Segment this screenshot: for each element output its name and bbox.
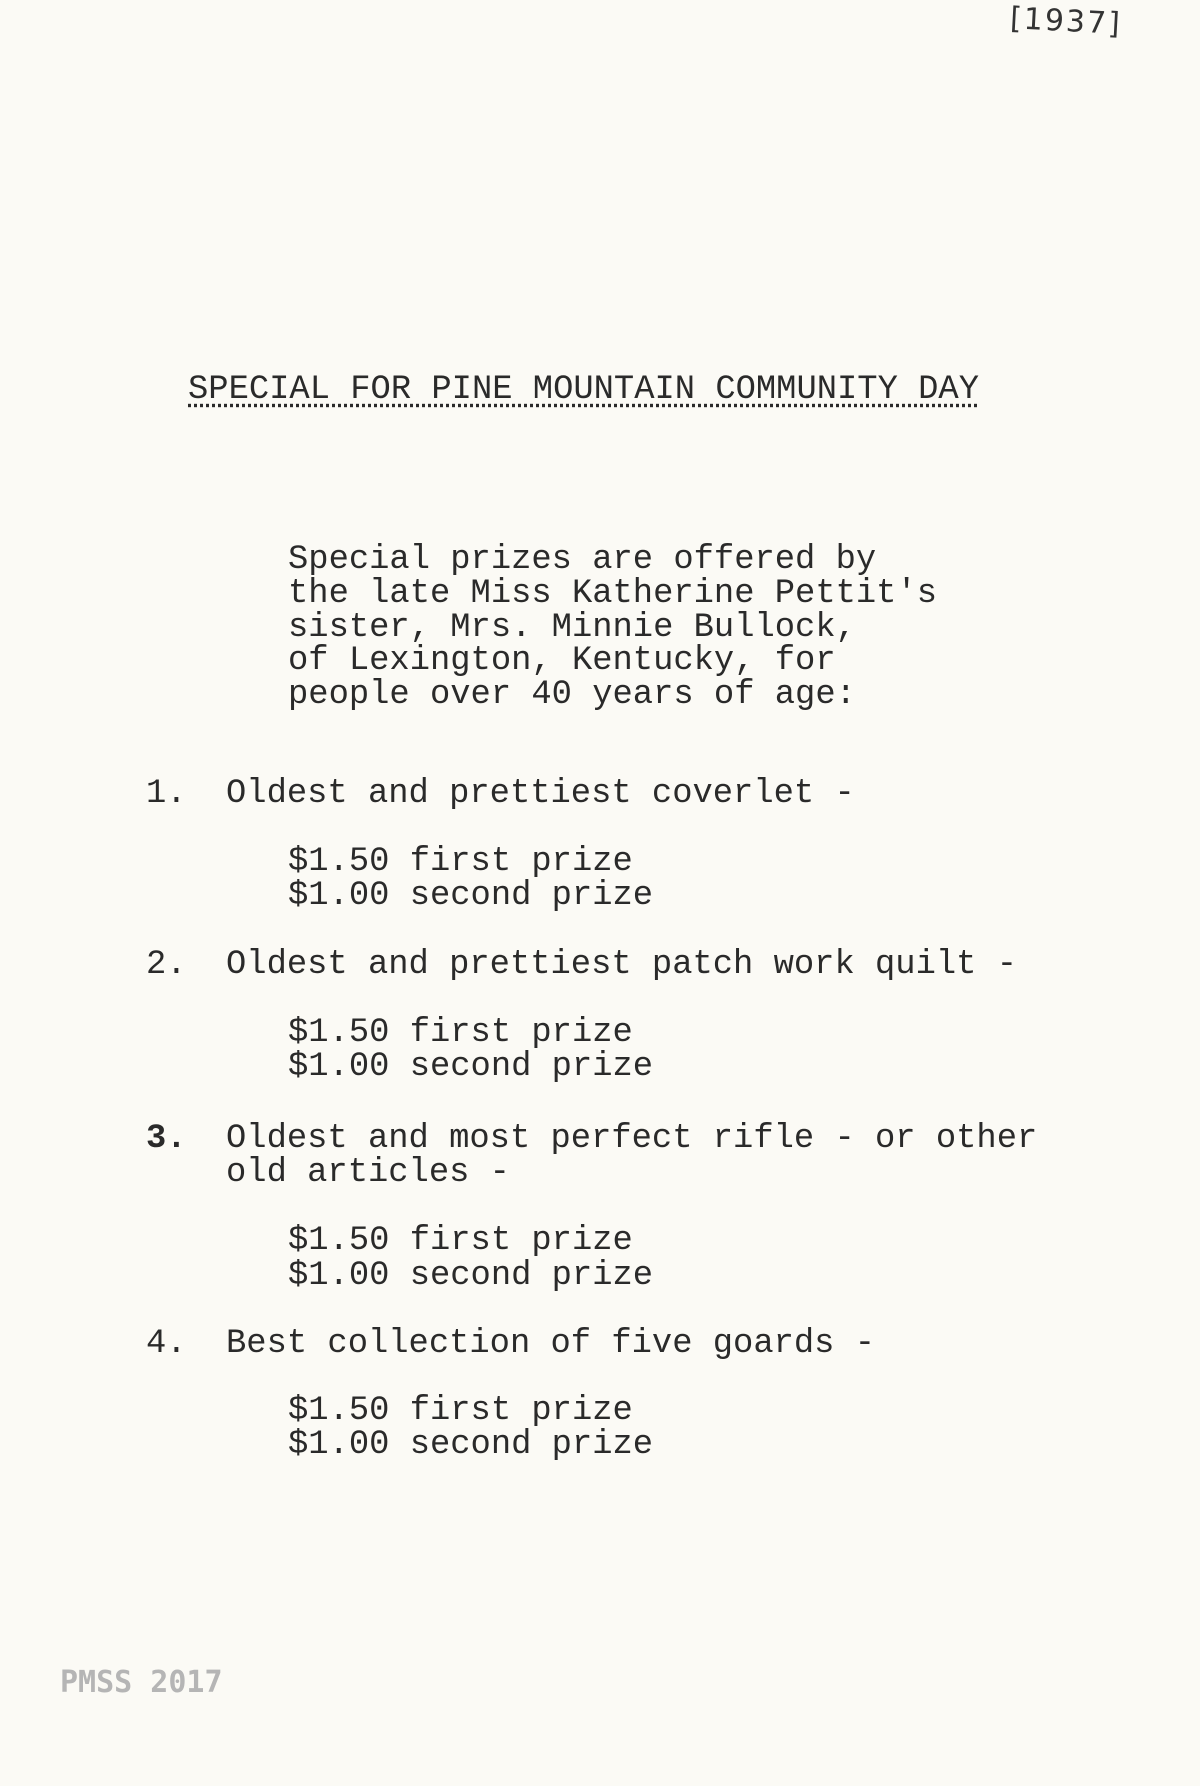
- item-description: old articles -: [226, 1154, 510, 1192]
- intro-line: Special prizes are offered by: [288, 541, 877, 579]
- item-number: 1.: [146, 775, 187, 813]
- second-prize: $1.00 second prize: [288, 1048, 654, 1086]
- intro-line: sister, Mrs. Minnie Bullock,: [288, 609, 856, 647]
- document-title: SPECIAL FOR PINE MOUNTAIN COMMUNITY DAY: [188, 371, 979, 409]
- item-number: 3.: [146, 1120, 187, 1158]
- handwritten-date-annotation: [1937]: [1009, 1, 1123, 42]
- first-prize: $1.50 first prize: [288, 1392, 633, 1430]
- item-number: 4.: [146, 1325, 187, 1363]
- item-number: 2.: [146, 946, 187, 984]
- archive-watermark: PMSS 2017: [60, 1665, 223, 1700]
- item-description: Oldest and prettiest patch work quilt -: [226, 946, 1017, 984]
- first-prize: $1.50 first prize: [288, 843, 633, 881]
- intro-line: people over 40 years of age:: [288, 676, 856, 714]
- item-description: Oldest and prettiest coverlet -: [226, 775, 855, 813]
- second-prize: $1.00 second prize: [288, 1257, 654, 1295]
- intro-line: the late Miss Katherine Pettit's: [288, 575, 938, 613]
- item-description: Oldest and most perfect rifle - or other: [226, 1120, 1038, 1158]
- second-prize: $1.00 second prize: [288, 1426, 654, 1464]
- first-prize: $1.50 first prize: [288, 1222, 633, 1260]
- intro-line: of Lexington, Kentucky, for: [288, 642, 836, 680]
- item-description: Best collection of five goards -: [226, 1325, 876, 1363]
- first-prize: $1.50 first prize: [288, 1014, 633, 1052]
- second-prize: $1.00 second prize: [288, 877, 654, 915]
